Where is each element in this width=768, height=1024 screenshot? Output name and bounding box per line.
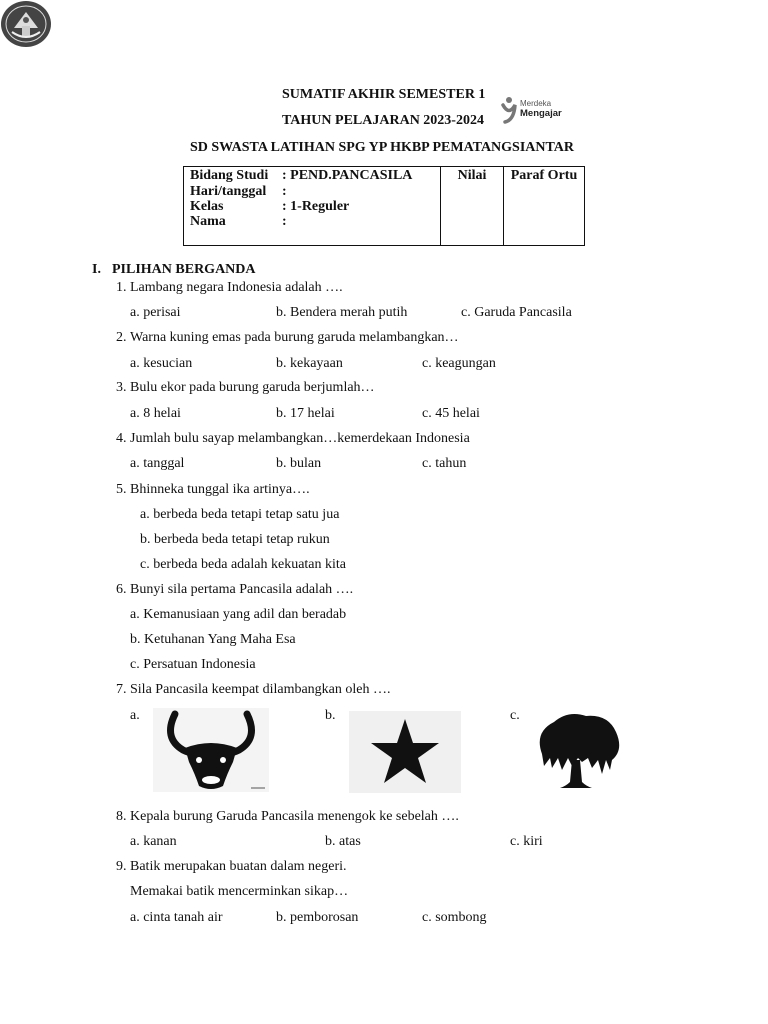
row-kelas: Kelas : 1-Reguler bbox=[190, 199, 350, 214]
option: c. Garuda Pancasila bbox=[461, 305, 572, 320]
option: a. tanggal bbox=[130, 456, 185, 471]
question-text: Lambang negara Indonesia adalah …. bbox=[130, 280, 343, 295]
question-text: Jumlah bulu sayap melambangkan…kemerdekaan Indonesia bbox=[130, 431, 470, 446]
option: c. tahun bbox=[422, 456, 467, 471]
question-text: Bhinneka tunggal ika artinya…. bbox=[130, 482, 310, 497]
nilai-label: Nilai bbox=[457, 168, 487, 183]
option: a. bbox=[130, 708, 140, 723]
option: a. Kemanusiaan yang adil dan beradab bbox=[130, 607, 347, 622]
option: b. bulan bbox=[276, 456, 322, 471]
option: c. keagungan bbox=[422, 356, 496, 371]
option: b. Bendera merah putih bbox=[276, 305, 408, 320]
banyan-tree-icon bbox=[532, 710, 624, 790]
option: c. 45 helai bbox=[422, 406, 480, 421]
question-number: 5. bbox=[116, 482, 127, 497]
option: b. Ketuhanan Yang Maha Esa bbox=[130, 632, 296, 647]
kemdikbud-logo-icon bbox=[0, 0, 52, 48]
question-text: Batik merupakan buatan dalam negeri. bbox=[130, 859, 347, 874]
option: c. Persatuan Indonesia bbox=[130, 657, 256, 672]
identity-table bbox=[183, 166, 585, 246]
nilai-cell bbox=[441, 167, 504, 246]
option: c. kiri bbox=[510, 834, 543, 849]
option: a. kanan bbox=[130, 834, 177, 849]
row-nama: Nama : bbox=[190, 214, 287, 229]
mengajar-text: Mengajar bbox=[520, 108, 562, 119]
question-text: Sila Pancasila keempat dilambangkan oleh …. bbox=[130, 682, 391, 697]
question-number: 9. bbox=[116, 859, 127, 874]
title-line-2: TAHUN PELAJARAN 2023-2024 bbox=[282, 113, 484, 128]
option: c. berbeda beda adalah kekuatan kita bbox=[140, 557, 347, 572]
option: b. berbeda beda tetapi tetap rukun bbox=[140, 532, 330, 547]
paraf-cell bbox=[504, 167, 585, 246]
option: c. sombong bbox=[422, 910, 487, 925]
option: a. berbeda beda tetapi tetap satu jua bbox=[140, 507, 340, 522]
row-bidang-studi: Bidang Studi : PEND.PANCASILA bbox=[190, 168, 413, 183]
merdeka-mengajar-icon bbox=[500, 96, 518, 124]
option: c. bbox=[510, 708, 520, 723]
title-line-1: SUMATIF AKHIR SEMESTER 1 bbox=[282, 87, 486, 102]
option: a. kesucian bbox=[130, 356, 193, 371]
merdeka-text: Merdeka bbox=[520, 99, 552, 108]
option: b. kekayaan bbox=[276, 356, 343, 371]
question-text: Kepala burung Garuda Pancasila menengok ke sebelah …. bbox=[130, 809, 459, 824]
merdeka-mengajar-logo bbox=[500, 96, 570, 126]
star-icon bbox=[349, 711, 461, 793]
question-number: 2. bbox=[116, 330, 127, 345]
question-number: 3. bbox=[116, 380, 127, 395]
row-hari-tanggal: Hari/tanggal : bbox=[190, 184, 287, 199]
option: b. pemborosan bbox=[276, 910, 359, 925]
school-name: SD SWASTA LATIHAN SPG YP HKBP PEMATANGSIANTAR bbox=[190, 140, 575, 155]
question-text: Bunyi sila pertama Pancasila adalah …. bbox=[130, 582, 354, 597]
option: a. cinta tanah air bbox=[130, 910, 223, 925]
option: b. atas bbox=[325, 834, 361, 849]
option: a. 8 helai bbox=[130, 406, 181, 421]
option: b. 17 helai bbox=[276, 406, 335, 421]
question-number: 6. bbox=[116, 582, 127, 597]
question-text: Warna kuning emas pada burung garuda melambangkan… bbox=[130, 330, 459, 345]
question-text-continued: Memakai batik mencerminkan sikap… bbox=[130, 884, 349, 899]
paraf-label: Paraf Ortu bbox=[510, 168, 578, 183]
bull-head-icon bbox=[153, 708, 269, 792]
question-number: 4. bbox=[116, 431, 127, 446]
identity-fields bbox=[184, 167, 441, 246]
section-title: PILIHAN BERGANDA bbox=[112, 262, 256, 277]
section-number: I. bbox=[92, 262, 101, 277]
question-text: Bulu ekor pada burung garuda berjumlah… bbox=[130, 380, 375, 395]
option: a. perisai bbox=[130, 305, 181, 320]
question-number: 8. bbox=[116, 809, 127, 824]
question-number: 1. bbox=[116, 280, 127, 295]
question-number: 7. bbox=[116, 682, 127, 697]
option: b. bbox=[325, 708, 336, 723]
